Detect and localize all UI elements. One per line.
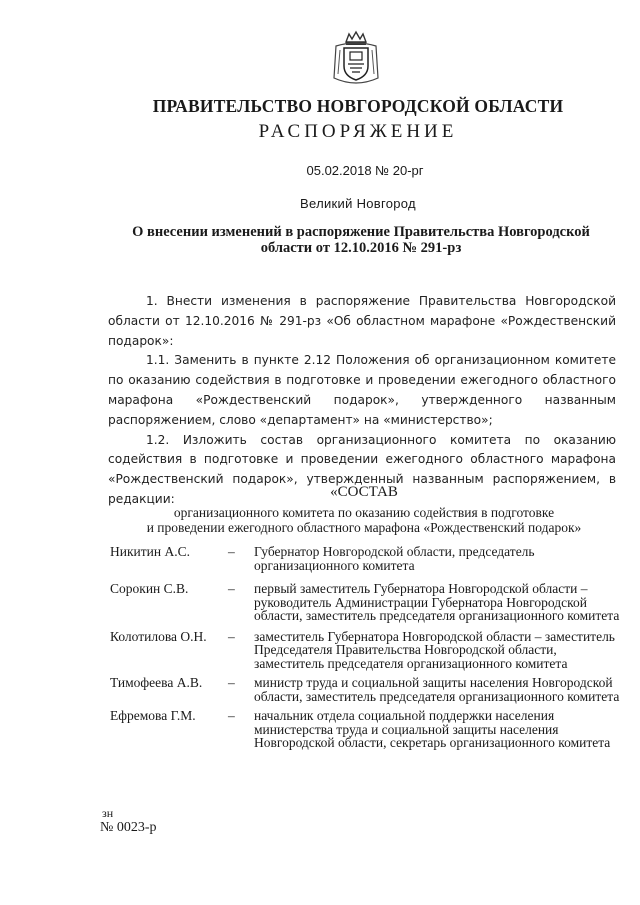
subject-line-2: области от 12.10.2016 № 291-рз	[260, 240, 462, 256]
coat-of-arms-icon	[330, 30, 382, 88]
government-title: ПРАВИТЕЛЬСТВО НОВГОРОДСКОЙ ОБЛАСТИ	[152, 96, 564, 116]
body-text	[108, 292, 616, 510]
list-item	[110, 709, 626, 750]
dash: –	[228, 708, 235, 723]
dash: –	[228, 581, 235, 596]
composition-subtitle-line-1: организационного комитета по оказанию содействия в подготовке	[173, 505, 555, 520]
member-name: Тимофеева А.В.	[110, 675, 203, 690]
city: Великий Новгород	[300, 196, 416, 211]
footer-number: № 0023-р	[100, 820, 157, 835]
member-name: Ефремова Г.М.	[110, 708, 196, 723]
dash: –	[228, 675, 235, 690]
dash: –	[228, 544, 235, 559]
member-name: Сорокин С.В.	[110, 581, 189, 596]
paragraph: 1.2. Изложить состав организационного комитета по оказанию содействия в подготовке и проведении ежегодного областного марафона «Рождественский подарок», утвержденный названным распоряжением, в редакции:	[108, 432, 616, 506]
member-name: Никитин А.С.	[110, 544, 190, 559]
composition-heading: «СОСТАВ	[330, 484, 398, 500]
dash: –	[228, 628, 235, 644]
paragraph: 1. Внести изменения в распоряжение Правительства Новгородской области от 12.10.2016 № 291-рз «Об областном марафоне «Рождественский подарок»:	[108, 294, 616, 348]
composition-subtitle-line-2: и проведении ежегодного областного марафона «Рождественский подарок»	[146, 520, 582, 535]
list-item	[110, 676, 626, 703]
document-type: РАСПОРЯЖЕНИЕ	[258, 121, 458, 142]
member-role: Губернатор Новгородской области, председатель организационного комитета	[254, 544, 535, 573]
member-role: министр труда и социальной защиты населения Новгородской области, заместитель председателя организационного комитета	[254, 675, 620, 704]
composition-subtitle	[102, 505, 626, 535]
subject-line-1: О внесении изменений в распоряжение Правительства Новгородской	[132, 224, 590, 240]
footer-code: зн	[102, 806, 114, 820]
member-role: начальник отдела социальной поддержки населения министерства труда и социальной защиты населения Новгородской области, секретарь организационного комитета	[254, 708, 611, 750]
date-and-number: 05.02.2018 № 20-рг	[306, 163, 424, 178]
list-item	[110, 582, 626, 623]
members-list	[110, 545, 626, 750]
member-role: заместитель Губернатора Новгородской области – заместитель Председателя Правительства Новгородской области, заместитель председателя организационного комитета	[254, 628, 615, 671]
list-item	[110, 630, 626, 671]
member-role: первый заместитель Губернатора Новгородской области – руководитель Администрации Губернатора Новгородской области, заместитель председателя организационного комитета	[254, 581, 620, 623]
document-subject	[100, 224, 622, 256]
paragraph: 1.1. Заменить в пункте 2.12 Положения об организационном комитете по оказанию содействия в подготовке и проведении ежегодного областного марафона «Рождественский подарок», утвержденного названным распоряжением, слово «департамент» на «министерство»;	[108, 353, 616, 427]
member-name: Колотилова О.Н.	[110, 628, 207, 644]
list-item	[110, 545, 626, 572]
